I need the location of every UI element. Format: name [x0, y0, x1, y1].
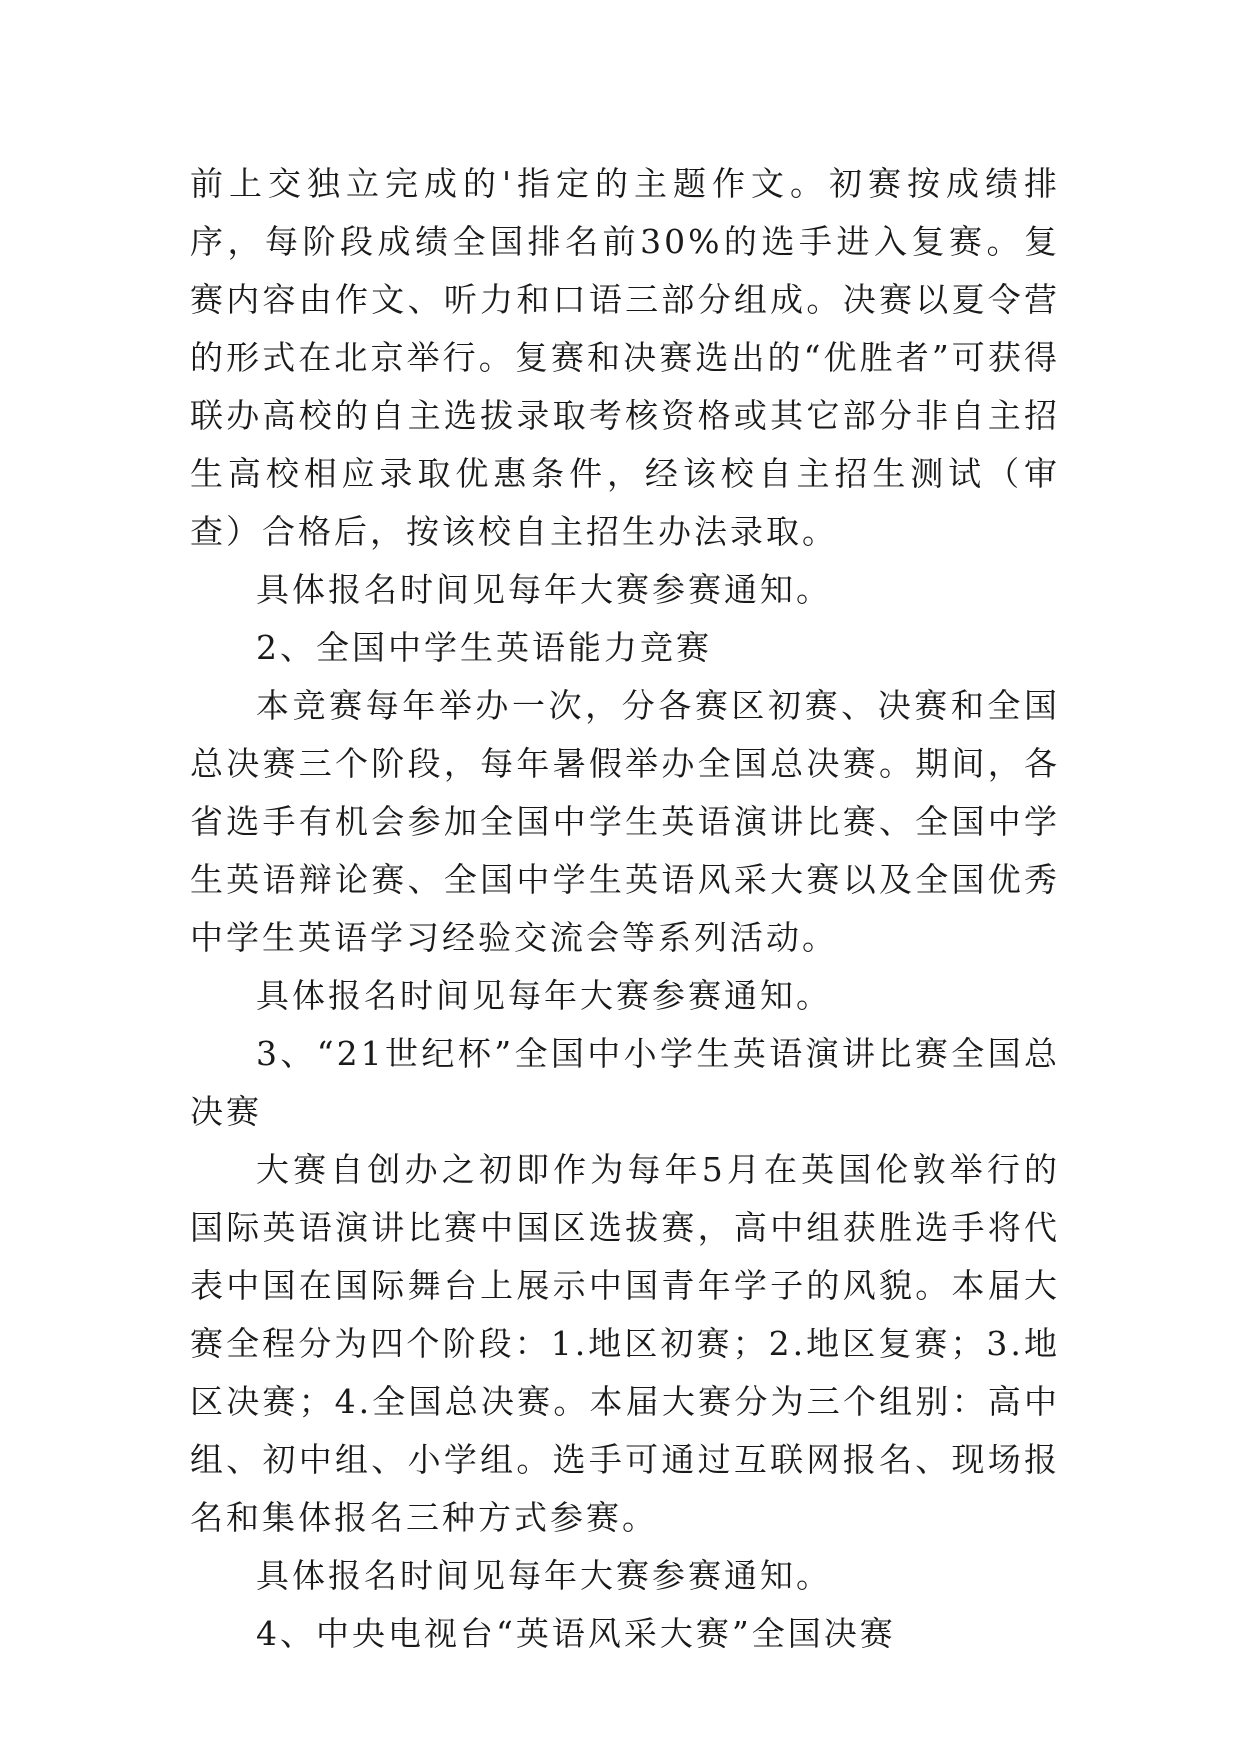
paragraph-competition-2: 本竞赛每年举办一次，分各赛区初赛、决赛和全国总决赛三个阶段，每年暑假举办全国总决赛。期间，各省选手有机会参加全国中学生英语演讲比赛、全国中学生英语辩论赛、全国中学生英语风采大赛以及全国优秀中学生英语学习经验交流会等系列活动。: [190, 686, 1060, 957]
paragraph-registration-note-3: 具体报名时间见每年大赛参赛通知。: [256, 1556, 832, 1595]
section-heading-2: 2、全国中学生英语能力竞赛: [256, 628, 712, 667]
section-heading-4: 4、中央电视台“英语风采大赛”全国决赛: [256, 1614, 896, 1653]
paragraph-registration-note-2: 具体报名时间见每年大赛参赛通知。: [256, 976, 832, 1015]
paragraph-competition-3: 大赛自创办之初即作为每年5月在英国伦敦举行的国际英语演讲比赛中国区选拔赛，高中组获胜选手将代表中国在国际舞台上展示中国青年学子的风貌。本届大赛全程分为四个阶段：1.地区初赛；2.地区复赛；3.地区决赛；4.全国总决赛。本届大赛分为三个组别：高中组、初中组、小学组。选手可通过互联网报名、现场报名和集体报名三种方式参赛。: [190, 1150, 1060, 1537]
document-page: [190, 155, 1060, 1663]
paragraph-continuation: 前上交独立完成的'指定的主题作文。初赛按成绩排序，每阶段成绩全国排名前30%的选手进入复赛。复赛内容由作文、听力和口语三部分组成。决赛以夏令营的形式在北京举行。复赛和决赛选出的“优胜者”可获得联办高校的自主选拔录取考核资格或其它部分非自主招生高校相应录取优惠条件，经该校自主招生测试（审查）合格后，按该校自主招生办法录取。: [190, 164, 1060, 551]
paragraph-registration-note-1: 具体报名时间见每年大赛参赛通知。: [256, 570, 832, 609]
section-heading-3: 3、“21世纪杯”全国中小学生英语演讲比赛全国总决赛: [190, 1034, 1060, 1131]
